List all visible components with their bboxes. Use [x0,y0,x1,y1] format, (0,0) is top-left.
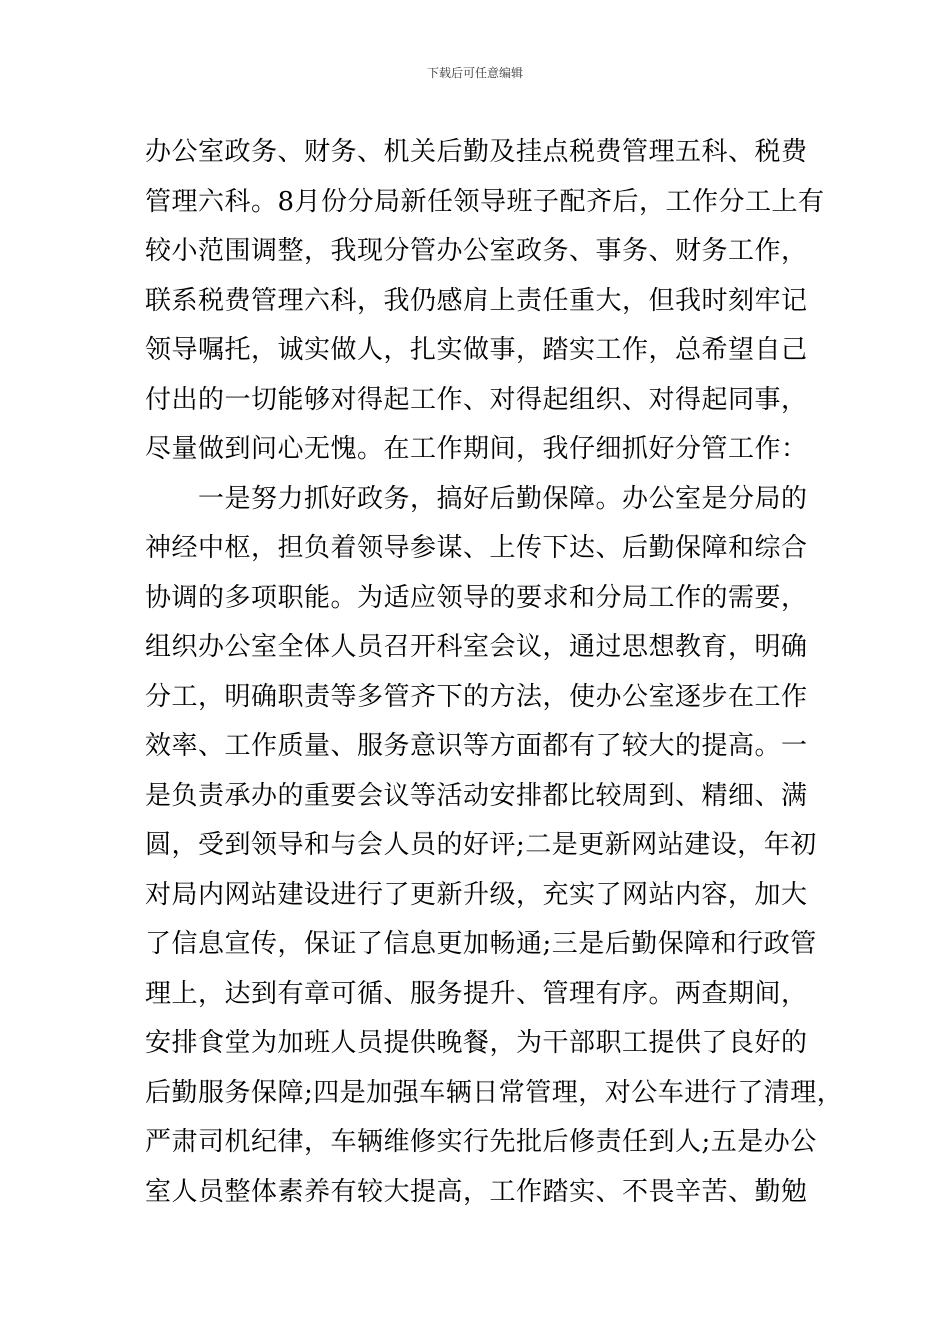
text-line: 效率、工作质量、服务意识等方面都有了较大的提高。一 [145,731,808,761]
text-line: 办公室政务、财务、机关后勤及挂点税费管理五科、税费 [145,137,808,167]
text-line: 较小范围调整，我现分管办公室政务、事务、财务工作， [145,236,808,266]
text-line: 圆，受到领导和与会人员的好评;二是更新网站建设，年初 [145,830,817,860]
text-line: 联系税费管理六科，我仍感肩上责任重大，但我时刻牢记 [145,285,808,316]
page-header: 下载后可任意编辑 [426,66,523,80]
text-line: 管理六科。8月份分局新任领导班子配齐后，工作分工上有 [145,186,825,217]
text-line: 付出的一切能够对得起工作、对得起组织、对得起同事， [145,384,808,415]
text-line: 严肃司机纪律，车辆维修实行先批后修责任到人;五是办公 [145,1127,817,1157]
text-line: 后勤服务保障;四是加强车辆日常管理，对公车进行了清理， [145,1077,844,1108]
text-line: 分工，明确职责等多管齐下的方法，使办公室逐步在工作 [145,681,808,712]
text-line: 尽量做到问心无愧。在工作期间，我仔细抓好分管工作： [145,434,808,464]
paragraph-start-line: 一是努力抓好政务，搞好后勤保障。办公室是分局的 [145,483,808,514]
body-text [145,128,844,1217]
text-line: 安排食堂为加班人员提供晚餐，为干部职工提供了良好的 [145,1028,808,1058]
text-line: 室人员整体素养有较大提高，工作踏实、不畏辛苦、勤勉 [145,1176,808,1207]
text-line: 理上，达到有章可循、服务提升、管理有序。两查期间， [145,978,808,1009]
text-line: 了信息宣传，保证了信息更加畅通;三是后勤保障和行政管 [145,929,817,959]
text-line: 领导嘱托，诚实做人，扎实做事，踏实工作，总希望自己 [145,335,808,365]
text-line: 组织办公室全体人员召开科室会议，通过思想教育，明确 [145,632,808,662]
text-line: 对局内网站建设进行了更新升级，充实了网站内容，加大 [145,879,808,910]
text-line: 是负责承办的重要会议等活动安排都比较周到、精细、满 [145,780,808,811]
text-line: 协调的多项职能。为适应领导的要求和分局工作的需要， [145,582,808,613]
text-line: 神经中枢，担负着领导参谋、上传下达、后勤保障和综合 [145,533,808,563]
